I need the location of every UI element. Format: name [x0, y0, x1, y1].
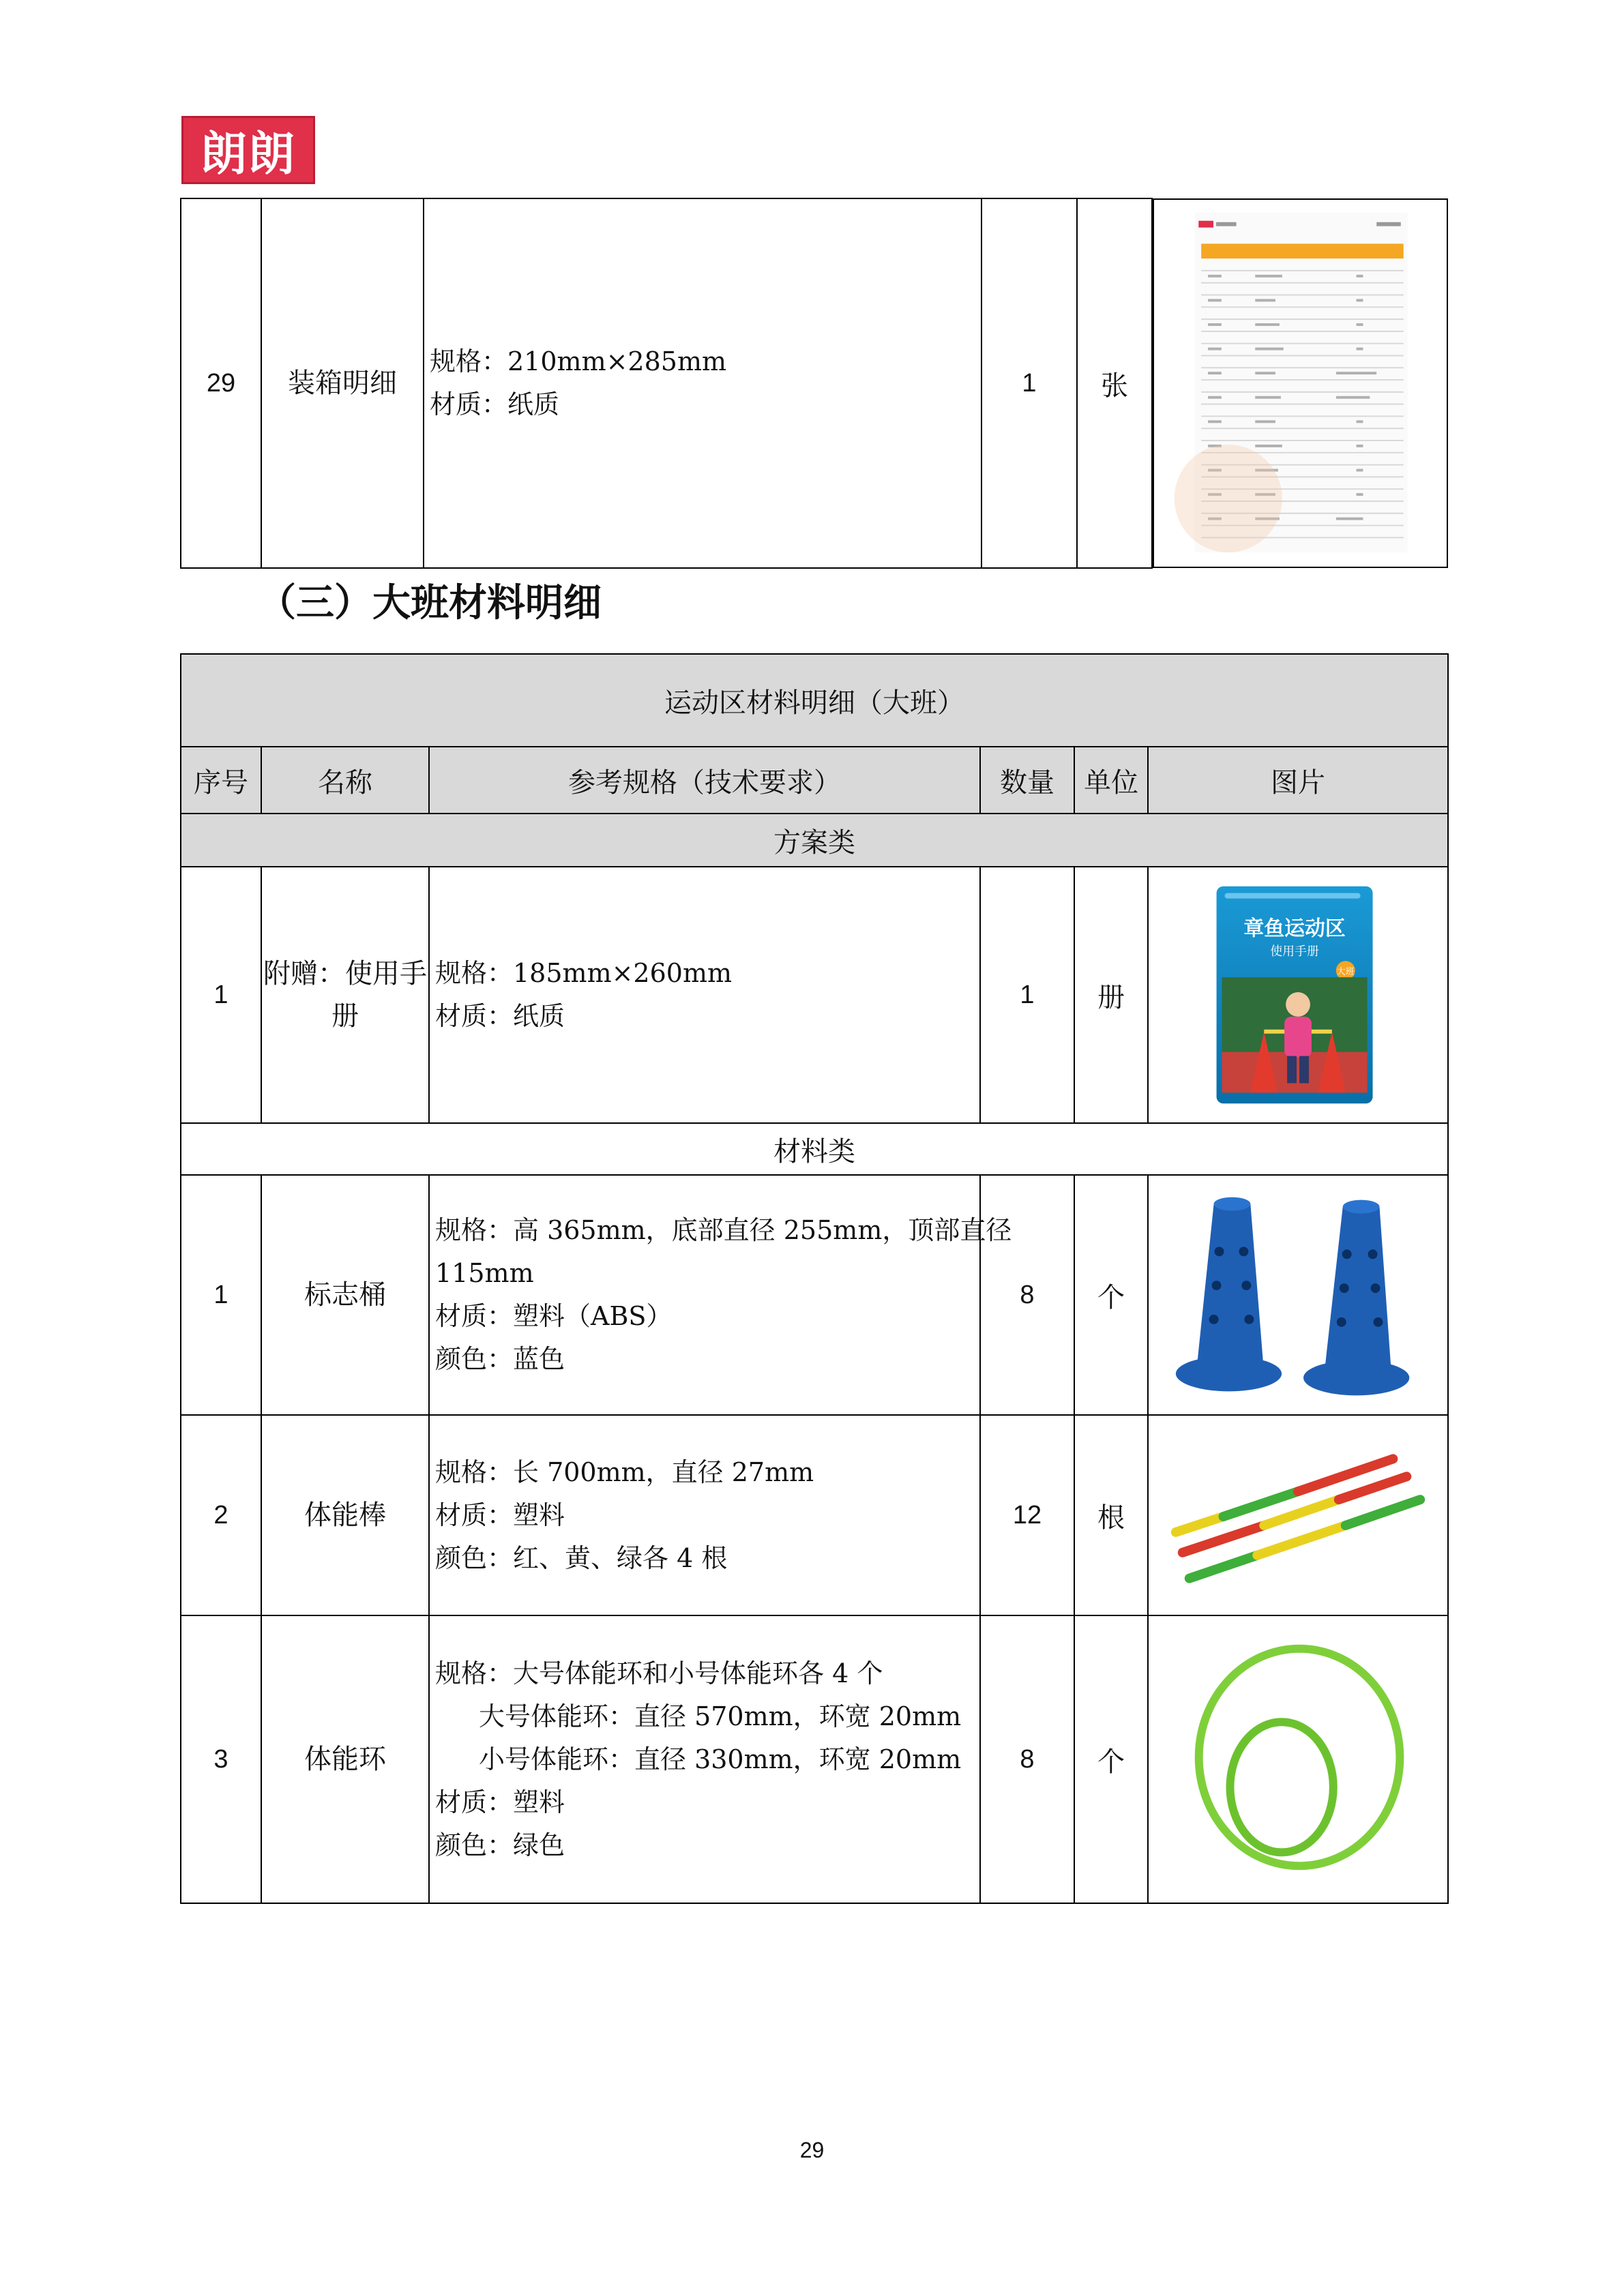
item-spec: 规格：210mm×285mm 材质：纸质: [424, 198, 981, 568]
materials-table: [180, 653, 1449, 1904]
item-name: 附赠：使用手册: [261, 867, 429, 1123]
table-title-row: [181, 654, 1448, 747]
item-unit: 册: [1074, 867, 1148, 1123]
section-title: （三）大班材料明细: [258, 581, 602, 625]
item-spec: 规格：185mm×260mm 材质：纸质: [429, 867, 980, 1123]
sticks-image: [1148, 1415, 1448, 1615]
table-row: [181, 867, 1448, 1123]
table-row: [181, 198, 1448, 568]
item-qty: 1: [980, 867, 1074, 1123]
svg-text:大班: 大班: [1336, 967, 1355, 978]
item-name: 装箱明细: [261, 198, 424, 568]
row-number: 1: [181, 867, 261, 1123]
item-unit: 个: [1074, 1615, 1148, 1903]
group-row: [181, 814, 1448, 867]
svg-text:使用手册: 使用手册: [1270, 944, 1319, 959]
rings-image: [1148, 1615, 1448, 1903]
page-number: 29: [799, 2138, 825, 2162]
header-qty: 数量: [980, 747, 1074, 814]
row-number: 2: [181, 1415, 261, 1615]
row-number: 29: [181, 198, 261, 568]
table-row: [181, 1175, 1448, 1415]
header-name: 名称: [261, 747, 429, 814]
header-unit: 单位: [1074, 747, 1148, 814]
item-unit: 个: [1074, 1175, 1148, 1415]
item-spec: 规格：大号体能环和小号体能环各 4 个 大号体能环：直径 570mm，环宽 20mm 小号体能环：直径 330mm，环宽 20mm 材质：塑料 颜色：绿色: [429, 1615, 980, 1903]
group-label-plan: 方案类: [181, 814, 1448, 867]
group-row: [181, 1123, 1448, 1175]
item-qty: 1: [981, 198, 1077, 568]
packing-table: [180, 198, 1448, 569]
header-image: 图片: [1148, 747, 1448, 814]
item-spec: 规格：高 365mm，底部直径 255mm，顶部直径 115mm 材质：塑料（ABS） 颜色：蓝色: [429, 1175, 980, 1415]
header-no: 序号: [181, 747, 261, 814]
manual-cover-image: [1148, 867, 1448, 1123]
item-qty: 8: [980, 1615, 1074, 1903]
item-unit: 根: [1074, 1415, 1148, 1615]
svg-text:章鱼运动区: 章鱼运动区: [1243, 916, 1346, 941]
row-number: 1: [181, 1175, 261, 1415]
cone-image: [1148, 1175, 1448, 1415]
row-number: 3: [181, 1615, 261, 1903]
item-spec: 规格：长 700mm，直径 27mm 材质：塑料 颜色：红、黄、绿各 4 根: [429, 1415, 980, 1615]
brand-logo: 朗朗: [181, 116, 315, 184]
table-header-row: [181, 747, 1448, 814]
item-name: 体能环: [261, 1615, 429, 1903]
item-name: 标志桶: [261, 1175, 429, 1415]
item-unit: 张: [1077, 198, 1152, 568]
header-spec: 参考规格（技术要求）: [429, 747, 980, 814]
item-qty: 12: [980, 1415, 1074, 1615]
item-name: 体能棒: [261, 1415, 429, 1615]
group-label-material: 材料类: [181, 1123, 1448, 1175]
item-qty: 8: [980, 1175, 1074, 1415]
packing-list-image: [1153, 198, 1448, 568]
table-row: [181, 1415, 1448, 1615]
table-row: [181, 1615, 1448, 1903]
table-title: 运动区材料明细（大班）: [181, 654, 1448, 747]
